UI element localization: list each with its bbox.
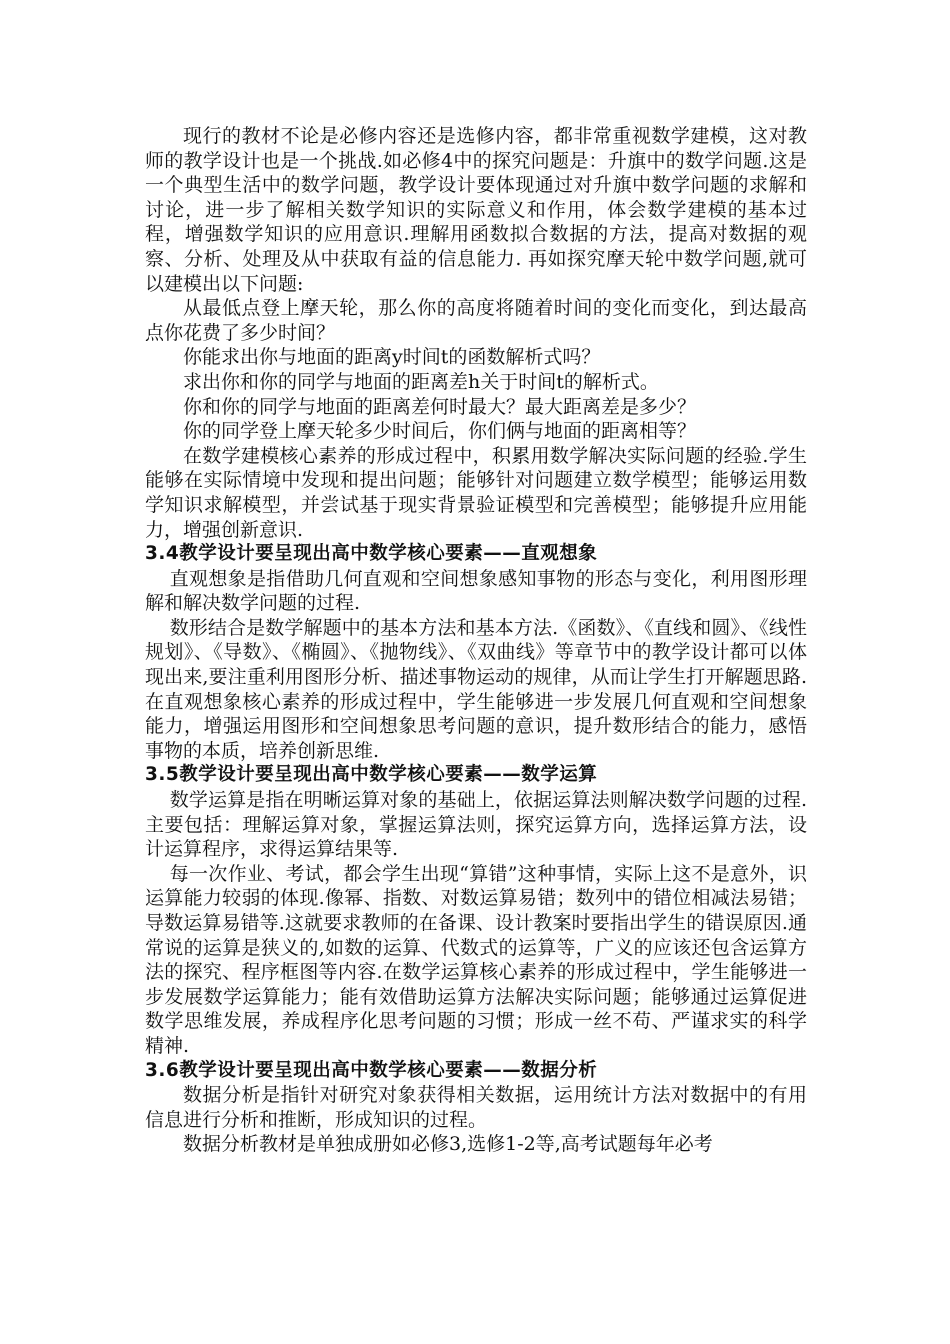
body-paragraph: 数据分析是指针对研究对象获得相关数据，运用统计方法对数据中的有用信息进行分析和推断，形成知识的过程。 — [145, 1084, 807, 1131]
body-paragraph: 每一次作业、考试，都会学生出现“算错”这种事情，实际上这不是意外，识运算能力较弱的体现.像幂、指数、对数运算易错；数列中的错位相减法易错；导数运算易错等.这就要求教师的在备课、设计教案时要指出学生的错误原因.通常说的运算是狭义的,如数的运算、代数式的运算等，广义的应该还包含运算方法的探究、程序框图等内容.在数学运算核心素养的形成过程中，学生能够进一步发展数学运算能力；能有效借助运算方法解决实际问题；能够通过运算促进数学思维发展，养成程序化思考问题的习惯；形成一丝不苟、严谨求实的科学精神. — [145, 862, 807, 1057]
section-heading: 3.5教学设计要呈现出高中数学核心要素——数学运算 — [145, 764, 598, 786]
body-paragraph: 数形结合是数学解题中的基本方法和基本方法.《函数》、《直线和圆》、《线性规划》、《导数》、《椭圆》、《抛物线》、《双曲线》等章节中的教学设计都可以体现出来,要注重利用图形分析、描述事物运动的规律，从而让学生打开解题思路. 在直观想象核心素养的形成过程中，学生能够进一步发展几何直观和空间想象能力，增强运用图形和空间想象思考问题的意识，提升数形结合的能力，感悟事物的本质，培养创新思维. — [145, 616, 807, 762]
body-paragraph: 求出你和你的同学与地面的距离差h关于时间t的解析式。 — [183, 370, 659, 393]
body-paragraph: 数据分析教材是单独成册如必修3,选修1-2等,高考试题每年必考 — [183, 1133, 713, 1156]
document-body — [145, 124, 807, 1157]
body-paragraph: 从最低点登上摩天轮，那么你的高度将随着时间的变化而变化，到达最高点你花费了多少时间？ — [145, 297, 807, 344]
body-paragraph: 你和你的同学与地面的距离差何时最大？最大距离差是多少？ — [183, 395, 697, 418]
body-paragraph: 你能求出你与地面的距离y时间t的函数解析式吗？ — [183, 346, 601, 369]
section-heading: 3.6教学设计要呈现出高中数学核心要素——数据分析 — [145, 1059, 598, 1081]
body-paragraph: 你的同学登上摩天轮多少时间后，你们俩与地面的距离相等？ — [183, 420, 697, 443]
body-paragraph: 在数学建模核心素养的形成过程中，积累用数学解决实际问题的经验.学生能够在实际情境中发现和提出问题；能够针对问题建立数学模型；能够运用数学知识求解模型，并尝试基于现实背景验证模型和完善模型；能够提升应用能力，增强创新意识. — [145, 444, 807, 541]
section-heading: 3.4教学设计要呈现出高中数学核心要素——直观想象 — [145, 543, 598, 565]
body-paragraph: 现行的教材不论是必修内容还是选修内容，都非常重视数学建模，这对教师的教学设计也是一个挑战.如必修4中的探究问题是：升旗中的数学问题.这是一个典型生活中的数学问题，教学设计要体现通过对升旗中数学问题的求解和讨论，进一步了解相关数学知识的实际意义和作用，体会数学建模的基本过程，增强数学知识的应用意识.理解用函数拟合数据的方法，提高对数据的观察、分析、处理及从中获取有益的信息能力. 再如探究摩天轮中数学问题,就可以建模出以下问题: — [145, 125, 807, 295]
body-paragraph: 直观想象是指借助几何直观和空间想象感知事物的形态与变化，利用图形理解和解决数学问题的过程. — [145, 567, 807, 615]
body-paragraph: 数学运算是指在明晰运算对象的基础上，依据运算法则解决数学问题的过程.主要包括：理解运算对象，掌握运算法则，探究运算方向，选择运算方法，设计运算程序，求得运算结果等. — [145, 789, 807, 861]
